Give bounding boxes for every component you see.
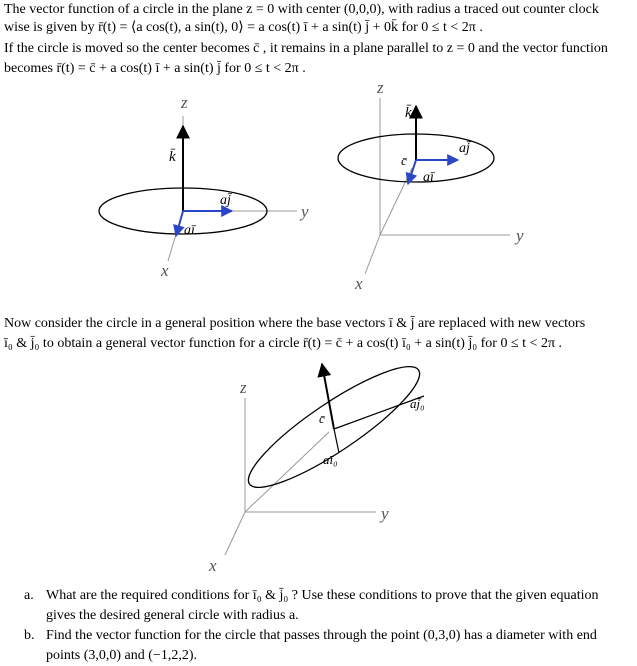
fig3-z-label: z <box>240 378 247 397</box>
fig1-z-label: z <box>181 93 188 112</box>
fig3-x-label: x <box>209 556 217 575</box>
fig1-aj-label: aj̄ <box>220 193 231 208</box>
fig2-z-label: z <box>377 78 384 97</box>
question-a-text-2: gives the desired general circle with radius a. <box>46 608 299 623</box>
fig2-ai-vector <box>408 160 416 184</box>
fig3-y-label: y <box>381 504 389 523</box>
fig2-c-vector <box>380 168 412 235</box>
figure-2 <box>338 78 524 293</box>
fig3-c-vector <box>245 432 329 512</box>
figure-1 <box>99 93 309 280</box>
intro-line-2: wise is given by r̄(t) = ⟨a cos(t), a sin(t), 0⟩ = a cos(t) ī + a sin(t) j̄ + 0k̄ for 0 ≤ t < 2π . <box>4 20 483 35</box>
fig1-ai-label: aī <box>184 223 195 238</box>
fig3-c-label: c̄ <box>319 411 325 426</box>
question-b-text-2: points (3,0,0) and (−1,2,2). <box>46 648 197 663</box>
fig2-ai-label: aī <box>423 170 434 185</box>
question-b-text-1: Find the vector function for the circle that passes through the point (0,3,0) has a diameter with end <box>46 628 597 643</box>
fig3-aj0-label: aj̄₀ <box>410 396 425 411</box>
fig2-y-label: y <box>516 226 524 245</box>
fig1-x-label: x <box>161 261 169 280</box>
question-b-label: b. <box>24 628 35 643</box>
fig2-x-axis <box>365 235 380 274</box>
figure-3 <box>208 350 432 575</box>
fig3-ai0-vector <box>334 429 339 453</box>
intro-line-3: If the circle is moved so the center becomes c̄ , it remains in a plane parallel to z = 0 and the vector function <box>4 41 608 56</box>
fig1-k-label: k̄ <box>169 149 176 165</box>
general-line-2: ī₀ & j̄₀ to obtain a general vector function for a circle r̄(t) = c̄ + a cos(t) ī₀ + a sin(t) j̄₀ for 0 ≤ t < 2π . <box>4 336 563 351</box>
intro-line-1: The vector function of a circle in the plane z = 0 with center (0,0,0), with radius a traced out counter clock <box>4 2 599 17</box>
fig2-x-label: x <box>355 274 363 293</box>
fig1-ai-vector <box>176 211 183 236</box>
fig3-x-axis <box>225 512 245 555</box>
fig2-c-label: c̄ <box>401 153 407 168</box>
question-a-line-1 <box>24 586 599 606</box>
fig3-ai0-label: aī₀ <box>323 452 338 467</box>
general-line-1: Now consider the circle in a general position where the base vectors ī & j̄ are replaced with new vectors <box>4 316 586 331</box>
fig2-aj-label: aj̄ <box>459 141 470 156</box>
question-a-label: a. <box>24 588 34 603</box>
question-b-line-1 <box>24 626 597 646</box>
fig1-y-label: y <box>301 202 309 221</box>
fig2-k-label: k̄ <box>405 105 412 121</box>
intro-line-4: becomes r̄(t) = c̄ + a cos(t) ī + a sin(t) j̄ for 0 ≤ t < 2π . <box>4 61 306 76</box>
question-a-text-1: What are the required conditions for ī₀ & j̄₀ ? Use these conditions to prove that the given equation <box>46 588 599 603</box>
